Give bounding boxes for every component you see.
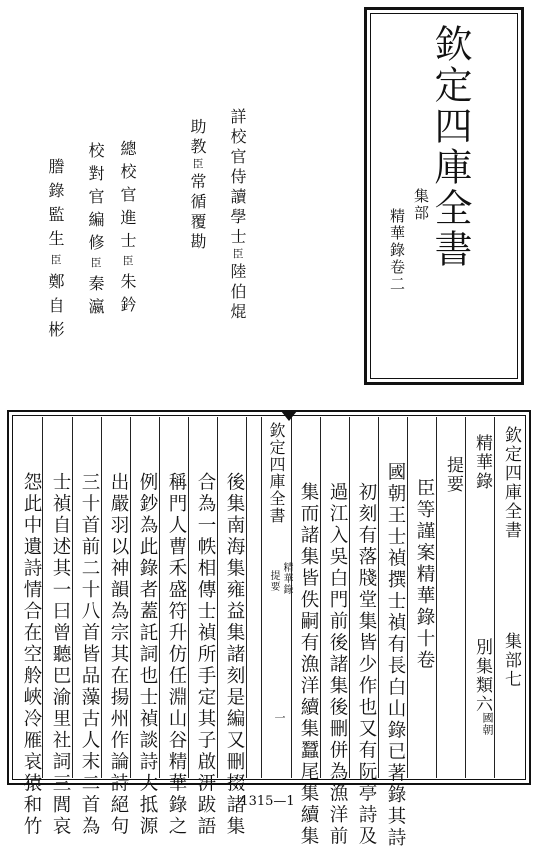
text-column: 稱門人曹禾盛符升仿任淵山谷精華錄之 [166, 472, 187, 838]
text-column: 士禎自述其一曰曾聽巴渝里社詞三閭哀 [50, 472, 71, 838]
text-column: 過江入吳白門前後諸集後刪併為漁洋前 [327, 482, 348, 848]
cover-title: 欽定四庫全書 [428, 24, 472, 270]
fold-ref: 精華錄 [281, 562, 292, 595]
text-column: 怨此中遺詩情合在空舲峽冷雁哀猿和竹 [21, 472, 42, 838]
page-number: 1315—1 [240, 794, 295, 809]
fold-leaf: 一 [273, 712, 286, 724]
cover-category: 集部 [412, 188, 430, 222]
fold-title: 欽定四庫全書 [267, 422, 286, 524]
credit-proofreader: 詳校官侍讀學士臣陸伯焜 [228, 108, 247, 323]
header-category: 別集類六 [472, 638, 492, 714]
header-collection: 欽定四庫全書 [501, 426, 521, 540]
text-column: 例鈔為此錄者蓋託詞也士禎談詩大抵源 [137, 472, 158, 838]
text-column: 後集南海集雍益集諸刻是編又刪掇諸集 [224, 472, 245, 838]
text-column: 臣等謹案精華錄十卷 [414, 478, 435, 672]
credit-copyist: 謄錄監生臣鄭自彬 [46, 158, 65, 345]
fishtail-mark [281, 411, 297, 421]
credit-chief-editor: 總校官進士臣朱鈐 [118, 140, 137, 319]
cover-frame [364, 7, 524, 385]
credit-assistant: 助教臣常循覆勘 [188, 118, 207, 253]
text-column: 合為一帙相傳士禎所手定其子啟汧跋語 [195, 472, 216, 838]
text-column: 三十首前二十八首皆品藻古人末二首為 [79, 472, 100, 838]
text-column: 初刻有落牋堂集皆少作也又有阮亭詩及 [356, 482, 377, 848]
text-column: 國朝王士禎撰士禎有長白山錄已著錄其詩 [385, 462, 406, 849]
text-column: 集而諸集皆佚嗣有漁洋續集蠶尾集續集 [298, 482, 319, 848]
cover-volume: 精華錄卷二 [388, 208, 406, 293]
credit-collator: 校對官編修臣秦瀛 [86, 142, 105, 321]
header-section: 集部七 [501, 632, 521, 689]
text-column: 出嚴羽以神韻為宗其在揚州作論詩絕句 [108, 472, 129, 838]
header-tiyao: 提要 [443, 456, 463, 494]
fold-tiyao: 提要 [268, 570, 279, 592]
header-dynasty: 國朝 [481, 712, 494, 736]
header-book: 精華錄 [472, 434, 492, 491]
